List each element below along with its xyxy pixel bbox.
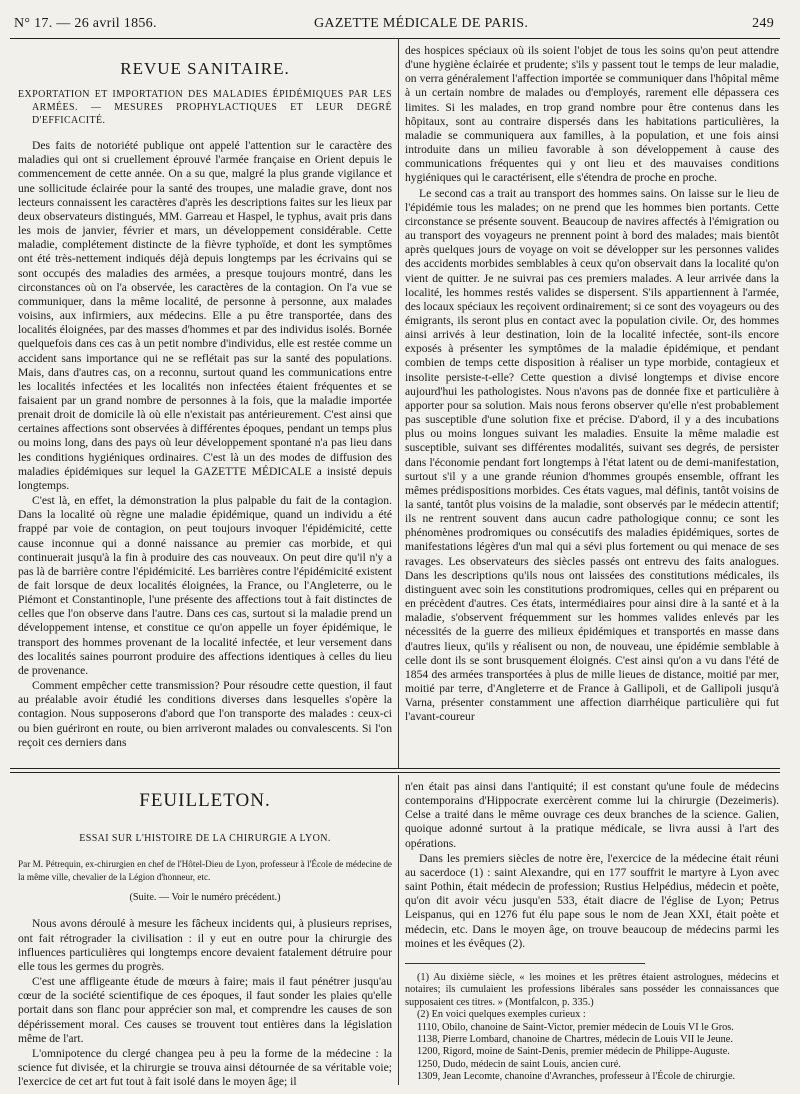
revue-paragraph: C'est là, en effet, la démonstration la plus palpable du fait de la contagion. Dans la localité où règne une maladie épidémique, quand un individu a été frappé par voie de contagion, on peut toujours invoquer l'épidémicité, cette cause inconnue qui a donné naissance au premier cas morbide, et qui continuerait jusqu'à la fin à produire des cas nouveaux. On peut dire qu'il n'y a pas là de barrière contre l'épidémicité. Les barrières contre l'épidémicité existent de fait lorsque de deux localités éloignées, la France, ou l'Angleterre, ou le Piémont et Constantinople, l'une présente des affections tout à fait distinctes de celles que l'on observe dans l'autre. Dans ces cas, surtout si la maladie prend un développement intense, et constitue ce qu'on appelle un foyer épidémique, le transport des hommes provenant de la localité infectée, et leur versement dans des localités saines pourront produire des affections identiques à celles du lieu de provenance. (18, 494, 392, 677)
feuilleton-paragraph: L'omnipotence du clergé changea peu à peu la forme de la médecine : la science fut divisée, et la chirurgie se trouva ainsi détournée de sa véritable voie; l'exercice de cet art fut tout à fait isolé dans le moyen âge; il (18, 1046, 392, 1089)
footnote: 1200, Rigord, moine de Saint-Denis, premier médecin de Philippe-Auguste. (417, 1046, 730, 1058)
feuilleton-title: FEUILLETON. (139, 790, 271, 811)
revue-paragraph: Le second cas a trait au transport des hommes sains. On laisse sur le lieu de l'épidémie tous les malades; on ne prend que les hommes bien portants. Cette circonstance se présente souvent. Beaucoup de navires affectés à l'émigration ou au transport des voyageurs ne prennent point à bord des malades; mais bientôt après quelques jours de voyage on voit se développer sur les personnes valides des accidents morbides semblables à ceux qu'on observait dans la localité qu'on vient de quitter. Je ne suivrai pas ces premiers malades. A leur arrivée dans la localité, les hommes restés valides se dispersent. S'ils appartiennent à l'armée, des locaux spéciaux les reçoivent ordinairement; si ce sont des voyageurs ou des émigrants, ils seront plus en contact avec la population civile. Or, des hommes ainsi arrivés à leur destination, loin de la localité infectée, sont-ils encore exposés à présenter les symptômes de la maladie épidémique, et pendant combien de temps cette disposition à réaliser un type morbide, contagieux et insolite persiste-t-elle? Cette question a divisé longtemps et divise encore aujourd'hui les pathologistes. Nous n'avons pas de donnée fixe et particulière à apporter pour sa solution. Mais nous ferons observer qu'elle n'est probablement pas susceptible d'une solution fixe et précise. D'abord, il y a des incubations plus ou moins longues suivant les maladies. Ensuite la même maladie est susceptible, suivant ses différentes modalités, suivant ses degrés, de persister dans l'économie pendant fort longtemps à l'état latent ou de demi-manifestation, surtout s'il y a une grande réunion d'hommes groupés ensemble, offrant les mêmes prédispositions morbides. Ces états vagues, mal définis, tantôt voisins de la santé, tantôt plus voisins de la maladie, sont observés par le médecin attentif; ils ne rentrent souvent dans aucun cadre pathologique connu; ce sont les phénomènes prodromiques ou consécutifs des maladies épidémiques, sortes de manifestations légères d'un mal qui a sévi plus fortement ou qui menace de ses ravages. Les observateurs des siècles passés ont entrevu des faits analogues. Dans les descriptions qu'ils nous ont laissées des constitutions médicales, ils distinguent avec soin les constitutions prodromiques, celles qui en préparent ou en précèdent d'autres. Ces états, intermédiaires pour ainsi dire à la santé et à la maladie, s'observent fréquemment sur les hommes valides enlevés par les nécessités de la guerre des milieux épidémiques et transportés en masse dans d'autres lieux, qu'ils y réalisent ou non, de nouveau, une épidémie semblable à celle dont ils se sont brusquement éloignés. C'est ainsi qu'on a vu dans l'été de 1854 des armées transportées à plus de mille lieues de distance, moitié par mer, moitié par terre, d'Angleterre et de France à Gallipoli, et de Gallipoli jusqu'à Varna, présenter constamment une affection diarrhéique particulière qui fut l'avant-coureur (405, 186, 779, 724)
footnotes (405, 972, 779, 1084)
page-number: 249 (752, 16, 774, 31)
feuilleton-separator-rule-thin (10, 772, 780, 773)
header-rule (10, 38, 780, 39)
journal-title: GAZETTE MÉDICALE DE PARIS. (314, 16, 529, 31)
feuilleton-column-right (405, 780, 779, 1083)
feuilleton-subheading: ESSAI SUR L'HISTOIRE DE LA CHIRURGIE A LYON. (79, 833, 331, 845)
footnote: 1250, Dudo, médecin de saint Louis, ancien curé. (417, 1058, 621, 1070)
footnote: 1138, Pierre Lombard, chanoine de Chartres, médecin de Louis VII le Jeune. (417, 1033, 733, 1045)
feuilleton-paragraph: Nous avons déroulé à mesure les fâcheux incidents qui, à plusieurs reprises, ont fait rétrograder la civilisation : il y eut en outre pour la chirurgie des influences particulières qui longtemps encore devaient fatalement détruire pour elle tous les germes du progrès. (18, 917, 392, 973)
column-divider-bottom (398, 775, 399, 1085)
revue-paragraph: des hospices spéciaux où ils soient l'objet de tous les soins qu'on peut attendre d'une hygiène éclairée et prudente; s'ils y passent tout le temps de leur maladie, on verra généralement l'affection importée se communiquer dans l'hôpital même à un certain nombre de malades ou d'employés, rarement elle dépassera ces limites. Si les malades, en trop grand nombre pour être contenus dans les hôpitaux, sont au contraire dispersés dans les habitations particulières, la maladie se communiquera aux familles, à la population, et une fois ainsi introduite dans un milieu favorable à son développement à cause des communications fréquentes qui y ont lieu et des mauvaises conditions hygiéniques qui le caractérisent, elle s'étendra de proche en proche. (405, 44, 779, 185)
running-header (14, 16, 774, 38)
footnote-rule (405, 963, 645, 964)
issue-number-date: N° 17. — 26 avril 1856. (14, 16, 157, 31)
feuilleton-paragraph: n'en était pas ainsi dans l'antiquité; il est constant qu'une foule de médecins contemporains d'Hippocrate exercèrent comme lui la chirurgie (Dezeimeris). Celse a traité dans le même ouvrage ces deux branches de la science. Galien, quoique adonné surtout à la pratique médicale, se livra aussi à l'art des opérations. (405, 780, 779, 850)
feuilleton-continuation-note: (Suite. — Voir le numéro précédent.) (129, 892, 281, 904)
footnote: 1110, Obilo, chanoine de Saint-Victor, premier médecin de Louis VI le Gros. (417, 1021, 734, 1033)
revue-subheading: EXPORTATION ET IMPORTATION DES MALADIES ÉPIDÉMIQUES PAR LES ARMÉES. — MESURES PROPHYLACTIQUES ET LEUR DEGRÉ D'EFFICACITÉ. (18, 89, 392, 127)
revue-title: REVUE SANITAIRE. (120, 59, 290, 78)
revue-paragraph: Des faits de notoriété publique ont appelé l'attention sur le caractère des maladies qui ont si cruellement éprouvé l'armée française en Orient depuis le commencement de cette année. On a su que, malgré la plus grande vigilance et une sollicitude éclairée pour la santé des troupes, une maladie grave, dont nos lecteurs connaissent les caractères d'après les descriptions faites sur les lieux par deux observateurs distingués, MM. Garreau et Haspel, le typhus, avait pris dans les mois de janvier, février et mars, un développement considérable. Cette maladie, complétement distincte de la fièvre typhoïde, et dont les symptômes ont été très-nettement indiqués déjà depuis longtemps par les écrivains qui se sont occupés des maladies des armées, a presque toujours montré, dans les circonstances où on l'a observée, les caractères de la contagion. On l'a vue se communiquer, dans la même localité, de personne à personne, aux malades voisins, aux infirmiers, aux médecins. Elle a pu être transportée, dans des localités éloignées, par des masses d'hommes et par des individus isolés. Bornée quelquefois dans ces cas à un petit nombre d'individus, elle est restée comme un accident sans importance qui ne se reflétait pas sur la santé des populations. Mais, dans d'autres cas, on a reconnu, surtout quand les communications entre les localités infectées et les localités non infectées étaient fréquentes et se faisaient par un grand nombre de personnes à la fois, que la maladie importée prenait droit de domicile là où elle n'existait pas antérieurement. C'est ainsi que certaines affections sont observées à différentes époques, pendant un temps plus ou moins long, dans des pays où leur développement spontané n'a pas lieu dans les conditions hygiéniques ordinaires. C'est là un des modes de diffusion des maladies épidémiques sur lequel la GAZETTE MÉDICALE a insisté depuis longtemps. (18, 139, 392, 492)
feuilleton-paragraph: Dans les premiers siècles de notre ère, l'exercice de la médecine était réuni au sacerdoce (1) : saint Alexandre, qui en 177 souffrit le martyre à Lyon avec saint Pothin, était médecin de profession; Rustius Helpédius, médecin et poète, qu'on dit avoir vécu jusqu'en 533, était diacre de l'église de Lyon; Petrus Leispanus, qui en 1276 fut élu pape sous le nom de Jean XXI, était poète et médecin, etc. Dans le moyen âge, on trouve beaucoup de médecins parmi les moines et les évêques (2). (405, 851, 779, 950)
feuilleton-separator-rule (10, 768, 780, 769)
column-divider-top (398, 38, 399, 768)
feuilleton-column-left (18, 780, 392, 1089)
footnote: 1309, Jean Lecomte, chanoine d'Avranches, professeur à l'École de chirurgie. (417, 1071, 736, 1083)
revue-column-right (405, 44, 779, 766)
feuilleton-paragraph: C'est une affligeante étude de mœurs à faire; mais il faut pénétrer jusqu'au cœur de la société scientifique de ces époques, il faut sonder les plaies qu'elle portait dans son flanc pour apprécier son mal, et comprendre les causes de son dépérissement moral. Ces causes se trouvent tout entières dans la législation même de l'art. (18, 975, 392, 1045)
feuilleton-byline: Par M. Pétrequin, ex-chirurgien en chef de l'Hôtel-Dieu de Lyon, professeur à l'École de médecine de la même ville, chevalier de la Légion d'honneur, etc. (18, 859, 392, 882)
revue-column-left (18, 44, 392, 766)
footnote: (1) Au dixième siècle, « les moines et les prêtres étaient astrologues, médecins et notaires; ils cumulaient les professions libérales sans posséder les connaissances que supposaient ces titres. » (Montfalcon, p. 335.) (405, 971, 779, 1008)
footnote: (2) En voici quelques exemples curieux : (417, 1009, 586, 1021)
revue-paragraph: Comment empêcher cette transmission? Pour résoudre cette question, il faut au préalable avoir étudié les conditions diverses dans lesquelles s'opère la contagion. Nous supposerons d'abord que l'on transporte des malades : ceux-ci ou bien guériront en route, ou bien arriveront malades ou convalescents. Si l'on reçoit ces derniers dans (18, 679, 392, 749)
